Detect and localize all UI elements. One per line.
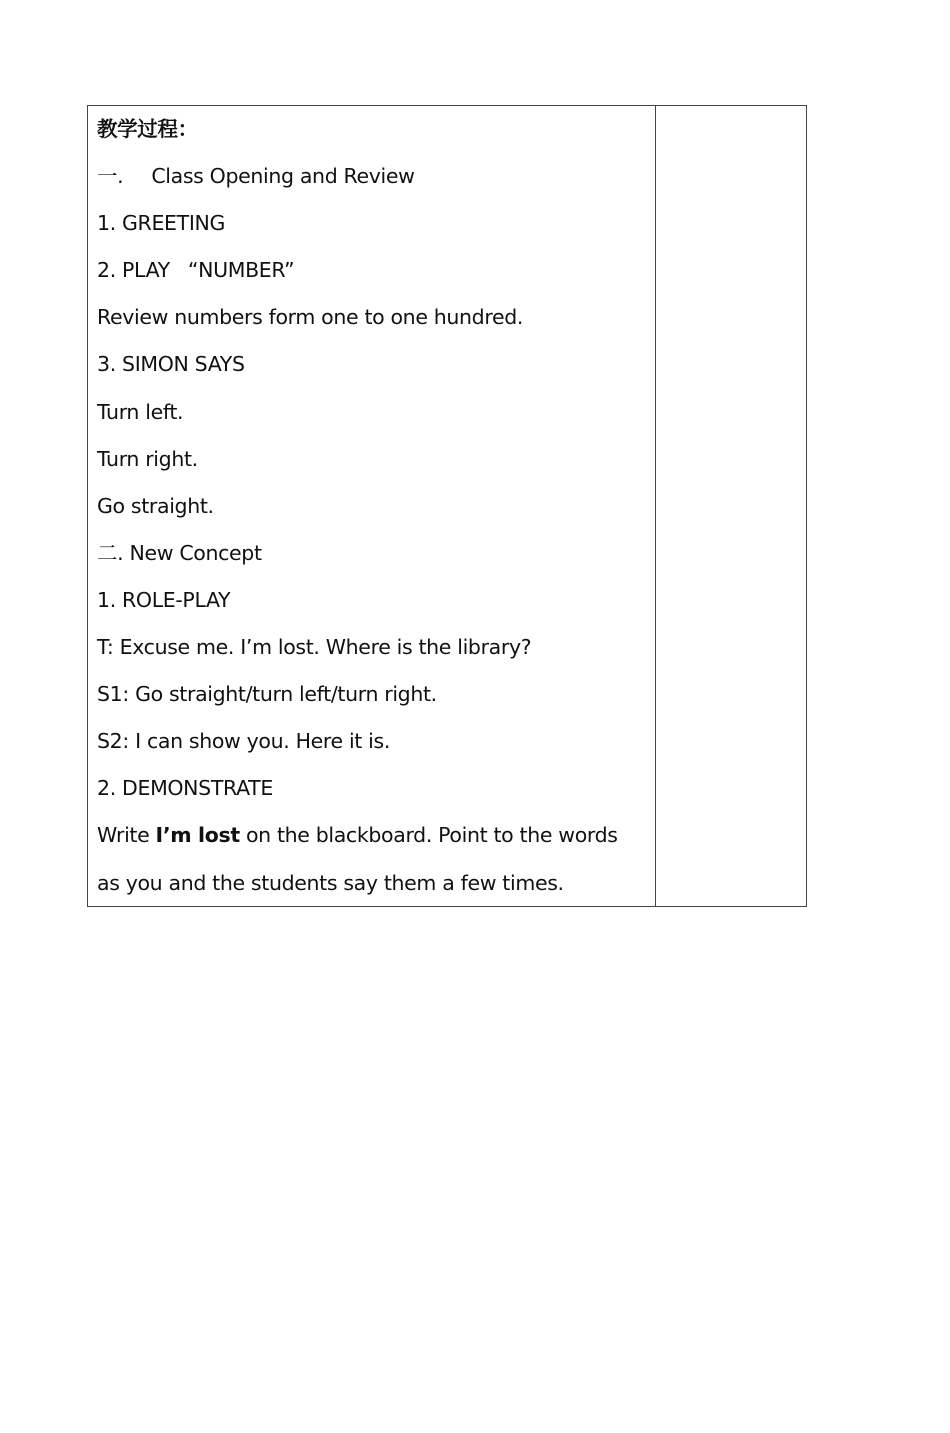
lesson-table — [87, 105, 807, 907]
table-row — [88, 106, 807, 907]
notes-cell — [656, 106, 807, 907]
section-one-title — [97, 163, 655, 210]
write-bold-phrase: I’m lost — [155, 823, 240, 848]
dialog-teacher: T: Excuse me. I’m lost. Where is the library? — [97, 635, 532, 660]
item-play-label: 2. PLAY — [97, 258, 170, 283]
section-two-title: 二. New Concept — [97, 540, 262, 565]
section-heading: 教学过程： — [97, 117, 198, 141]
teaching-process-content — [88, 106, 655, 906]
dialog-student-two: S2: I can show you. Here it is. — [97, 729, 391, 754]
item-greeting: 1. GREETING — [97, 211, 226, 236]
write-before: Write — [97, 823, 156, 848]
item-play-quote: “NUMBER” — [187, 258, 295, 283]
write-after: on the blackboard. Point to the words — [239, 823, 618, 848]
turn-left-text: Turn left. — [97, 399, 184, 424]
write-instruction — [97, 822, 655, 869]
review-numbers-text: Review numbers form one to one hundred. — [97, 305, 524, 330]
teaching-process-cell — [88, 106, 656, 907]
turn-right-text: Turn right. — [97, 446, 198, 471]
item-play-number — [97, 257, 655, 304]
item-simon-says: 3. SIMON SAYS — [97, 352, 245, 377]
section-one-marker: 一. — [97, 164, 124, 189]
item-role-play: 1. ROLE-PLAY — [97, 587, 231, 612]
go-straight-text: Go straight. — [97, 493, 214, 518]
section-one-text: Class Opening and Review — [151, 164, 415, 189]
dialog-student-one: S1: Go straight/turn left/turn right. — [97, 682, 437, 707]
item-demonstrate: 2. DEMONSTRATE — [97, 776, 273, 801]
write-instruction-continued: as you and the students say them a few times. — [97, 870, 564, 895]
